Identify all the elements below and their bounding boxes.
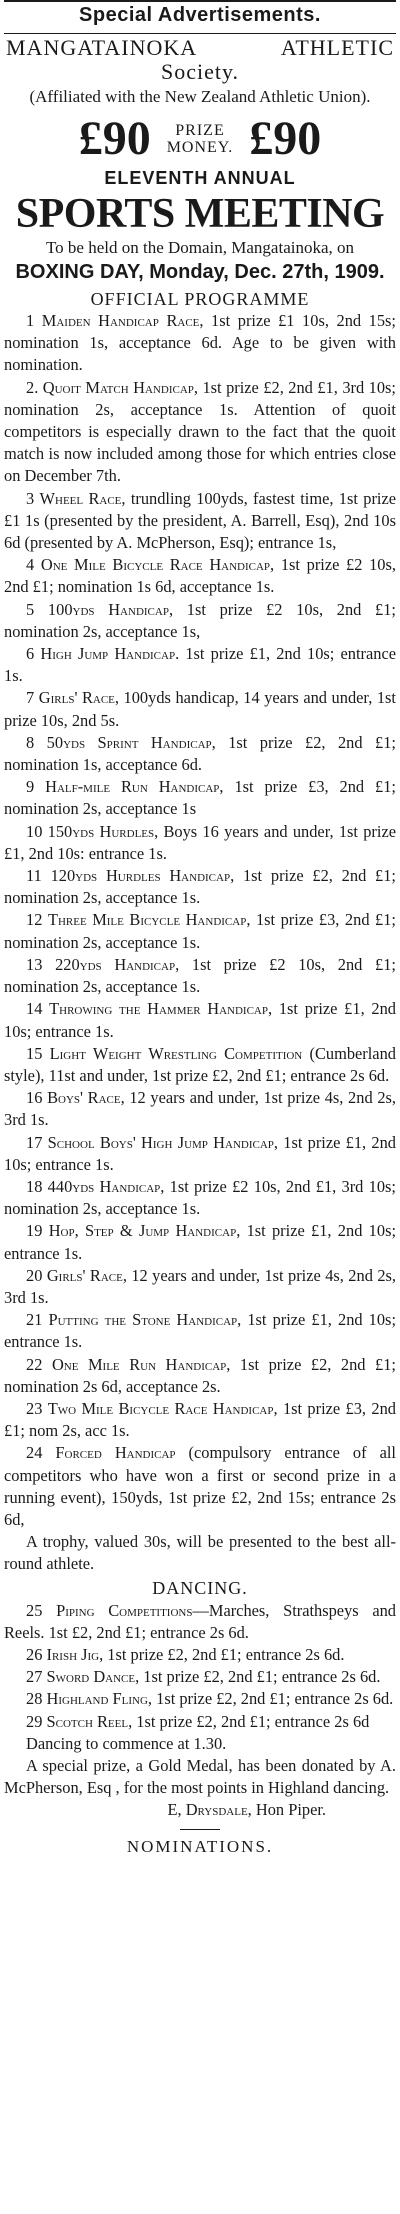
item-number: 14 xyxy=(26,999,43,1019)
item-number: 29 xyxy=(26,1711,43,1731)
event-details: 1st prize £3, 2nd £1; nomination 2s, acceptance 1s. xyxy=(4,910,396,952)
item-number: 20 xyxy=(26,1265,43,1285)
item-number: 16 xyxy=(26,1088,43,1108)
programme-item xyxy=(4,1644,396,1666)
event-details: 1st prize £2 10s, 2nd £1, 3rd 10s; nomination 2s, acceptance 1s. xyxy=(4,1176,396,1219)
event-details: 1st prize £2, 2nd £1; entrance 2s 6d xyxy=(132,1711,370,1731)
event-name: Forced Handicap xyxy=(55,1443,176,1463)
programme-item xyxy=(4,865,396,909)
event-name: Boys' Race, xyxy=(47,1088,125,1108)
event-name: One Mile Run Handicap, xyxy=(51,1354,231,1374)
event-name: School Boys' High Jump Handicap, xyxy=(47,1132,279,1152)
prize-money-banner xyxy=(4,112,396,166)
event-details: 12 years and under, 1st prize 4s, 2nd 2s, 3rd 1s. xyxy=(4,1265,396,1307)
item-number: 18 xyxy=(26,1176,43,1196)
item-number: 3 xyxy=(26,488,35,508)
event-details: 1st prize £1, 2nd 10s; entrance 1s. xyxy=(4,999,396,1041)
item-number: 15 xyxy=(26,1043,43,1063)
event-name: Two Mile Bicycle Race Handicap, xyxy=(47,1398,278,1418)
programme-item xyxy=(4,1600,396,1644)
item-number: 2. xyxy=(26,377,39,397)
eleventh-annual: ELEVENTH ANNUAL xyxy=(104,168,296,188)
item-number: 1 xyxy=(26,311,35,330)
event-name: Wheel Race, xyxy=(39,488,126,508)
event-details: 12 years and under, 1st prize 4s, 2nd 2s, 3rd 1s. xyxy=(4,1088,396,1130)
programme-title: OFFICIAL PROGRAMME xyxy=(90,289,310,309)
event-name: Girls' Race, xyxy=(38,688,119,708)
section-heading: Special Advertisements. xyxy=(79,4,321,26)
event-details: 1st prize £2, 2nd £1, 3rd 10s; nomination 2s, acceptance 1s. Attention of quoit competitors is especially drawn to the fact that the quoit match is now included among those for which entries close on December 7th. xyxy=(4,377,396,486)
programme-item xyxy=(4,1442,396,1531)
event-details: trundling 100yds, fastest time, 1st prize £1 1s (presented by the president, A. Barrell, Esq), 2nd 10s 6d (presented by A. McPherson, Esq); entrance 1s, xyxy=(4,488,397,553)
event-name: One Mile Bicycle Race Handicap, xyxy=(40,555,275,575)
event-details: 1st prize £1, 2nd 10s; entrance 1s. xyxy=(4,1221,396,1263)
event-name: 100yds Handicap, xyxy=(47,599,174,619)
event-details: 1st prize £2, 2nd £1; entrance 2s 6d. xyxy=(103,1644,345,1664)
programme-item xyxy=(4,1265,396,1309)
event-name: Maiden Handicap Race, xyxy=(41,311,204,330)
programme-item xyxy=(4,310,396,377)
item-number: 27 xyxy=(26,1667,43,1687)
item-number: 17 xyxy=(26,1132,43,1152)
event-details: 1st prize £2 10s, 2nd £1; nomination 2s, acceptance 1s. xyxy=(4,954,396,997)
nominations-title: NOMINATIONS. xyxy=(126,1837,274,1857)
item-number: 7 xyxy=(26,688,35,708)
event-name: 150yds Hurdles, xyxy=(47,821,159,841)
event-name: High Jump Handicap. xyxy=(40,644,180,664)
society-name-word1: MANGATAINOKA xyxy=(6,35,198,60)
programme-item xyxy=(4,687,396,731)
event-details: 1st prize £1, 2nd 10s; entrance 1s. xyxy=(4,1310,396,1352)
programme-item xyxy=(4,732,396,776)
special-prize-notice: A special prize, a Gold Medal, has been donated by A. McPherson, Esq , for the most points in Highland dancing. xyxy=(4,1756,396,1798)
programme-item xyxy=(4,599,396,643)
event-name: Throwing the Hammer Handicap, xyxy=(49,999,273,1019)
event-details: —Marches, Strathspeys and Reels. 1st £2, 2nd £1; entrance 2s 6d. xyxy=(4,1600,397,1642)
event-details: 1st prize £2, 2nd £1; nomination 1s, acceptance 6d. xyxy=(4,732,396,775)
item-number: 5 xyxy=(26,599,35,619)
item-number: 13 xyxy=(26,954,43,974)
event-details: 1st prize £3, 2nd £1; nom 2s, acc 1s. xyxy=(4,1398,396,1441)
item-number: 4 xyxy=(26,555,35,575)
item-number: 9 xyxy=(26,777,35,797)
event-name: Piping Competitions xyxy=(56,1600,193,1620)
event-name: Girls' Race, xyxy=(46,1265,127,1285)
signature xyxy=(4,1799,396,1821)
trophy-notice: A trophy, valued 30s, will be presented to the best all-round athlete. xyxy=(4,1532,396,1574)
event-name: Three Mile Bicycle Handicap, xyxy=(47,910,251,930)
programme-events xyxy=(4,310,396,1531)
programme-item xyxy=(4,1043,396,1087)
programme-item xyxy=(4,1220,396,1264)
prize-amount-right: £90 xyxy=(249,112,322,165)
item-number: 22 xyxy=(26,1354,43,1374)
event-details: 1st prize £2, 2nd £1; nomination 2s, acceptance 1s. xyxy=(4,866,396,908)
meeting-venue: To be held on the Domain, Mangatainoka, on xyxy=(45,238,355,257)
event-name: Scotch Reel, xyxy=(46,1711,133,1731)
item-number: 11 xyxy=(26,866,42,886)
programme-item xyxy=(4,998,396,1042)
programme-item xyxy=(4,1087,396,1131)
item-number: 21 xyxy=(26,1310,43,1330)
programme-item xyxy=(4,643,396,687)
event-name: 220yds Handicap, xyxy=(55,954,180,974)
prize-amount-left: £90 xyxy=(78,112,151,165)
item-number: 24 xyxy=(26,1443,43,1463)
item-number: 8 xyxy=(26,732,35,752)
divider xyxy=(4,33,396,34)
programme-item xyxy=(4,488,396,555)
signature-prefix: E, xyxy=(167,1800,186,1820)
programme-item xyxy=(4,1688,396,1710)
event-details: (Cumberland style), 11st and under, 1st prize £2, 2nd £1; entrance 2s 6d. xyxy=(4,1043,396,1085)
programme-item xyxy=(4,1176,396,1220)
dancing-commence: Dancing to commence at 1.30. xyxy=(26,1733,227,1753)
short-divider xyxy=(180,1829,220,1830)
event-name: Putting the Stone Handicap, xyxy=(48,1310,242,1330)
item-number: 6 xyxy=(26,644,35,664)
event-name: Half-mile Run Handicap, xyxy=(45,777,224,797)
programme-item xyxy=(4,554,396,598)
event-details: 1st prize £2, 2nd £1; entrance 2s 6d. xyxy=(139,1667,381,1687)
programme-item xyxy=(4,909,396,953)
programme-item xyxy=(4,776,396,820)
programme-item xyxy=(4,1132,396,1176)
programme-item xyxy=(4,377,396,488)
prize-label-bottom: MONEY. xyxy=(166,139,234,156)
signature-name: Drysdale, xyxy=(185,1800,252,1820)
dancing-events xyxy=(4,1600,396,1733)
event-name: Hop, Step & Jump Handicap, xyxy=(48,1221,241,1241)
society-name-word2: ATHLETIC xyxy=(280,35,394,60)
meeting-date: BOXING DAY, Monday, Dec. 27th, 1909. xyxy=(15,261,385,283)
event-details: 1st prize £1 10s, 2nd 15s; nomination 1s, acceptance 6d. Age to be given with nomination. xyxy=(4,311,396,375)
item-number: 26 xyxy=(26,1644,43,1664)
society-affiliation: (Affiliated with the New Zealand Athletic Union). xyxy=(29,87,371,106)
meeting-title: SPORTS MEETING xyxy=(15,191,385,237)
event-details: 1st prize £2 10s, 2nd £1; nomination 1s 6d, acceptance 1s. xyxy=(4,555,396,597)
event-name: 120yds Hurdles Handicap, xyxy=(50,866,235,886)
item-number: 25 xyxy=(26,1600,43,1620)
event-details: 1st prize £2, 2nd £1; nomination 2s 6d, acceptance 2s. xyxy=(4,1354,396,1396)
event-details: Boys 16 years and under, 1st prize £1, 2nd 10s: entrance 1s. xyxy=(4,821,396,863)
event-name: Light Weight Wrestling Competition xyxy=(49,1043,303,1063)
prize-label-top: PRIZE xyxy=(175,122,225,139)
society-name-line2: Society. xyxy=(160,59,240,84)
programme-item xyxy=(4,954,396,998)
prize-money-label xyxy=(167,122,234,156)
programme-item xyxy=(4,821,396,865)
event-name: Quoit Match Handicap, xyxy=(42,377,198,397)
event-details: 1st prize £3, 2nd £1; nomination 2s, acceptance 1s xyxy=(4,777,396,819)
programme-item xyxy=(4,1666,396,1688)
event-name: Sword Dance, xyxy=(46,1667,140,1687)
event-name: 50yds Sprint Handicap, xyxy=(46,732,216,752)
programme-item xyxy=(4,1398,396,1442)
event-details: (compulsory entrance of all competitors who have won a first or second prize in a running event), 150yds, 1st prize £2, 2nd 15s; entrance 2s 6d, xyxy=(4,1443,396,1529)
programme-item xyxy=(4,1711,396,1733)
signature-suffix: Hon Piper. xyxy=(251,1800,326,1820)
event-name: Highland Fling, xyxy=(46,1689,153,1709)
item-number: 23 xyxy=(26,1398,43,1418)
event-details: 1st prize £2 10s, 2nd £1; nomination 2s, acceptance 1s, xyxy=(4,599,396,641)
item-number: 10 xyxy=(26,821,43,841)
society-name-line1 xyxy=(4,36,396,60)
event-name: 440yds Handicap, xyxy=(47,1176,165,1196)
event-details: 1st prize £1, 2nd 10s; entrance 1s. xyxy=(4,1132,396,1174)
event-details: 1st prize £1, 2nd 10s; entrance 1s. xyxy=(4,644,396,686)
programme-item xyxy=(4,1354,396,1398)
item-number: 28 xyxy=(26,1689,43,1709)
item-number: 19 xyxy=(26,1221,43,1241)
event-name: Irish Jig, xyxy=(46,1644,104,1664)
event-details: 1st prize £2, 2nd £1; entrance 2s 6d. xyxy=(152,1689,394,1709)
event-details: 100yds handicap, 14 years and under, 1st prize 10s, 2nd 5s. xyxy=(4,688,396,730)
programme-item xyxy=(4,1309,396,1353)
item-number: 12 xyxy=(26,910,43,930)
dancing-title: DANCING. xyxy=(152,1577,248,1598)
